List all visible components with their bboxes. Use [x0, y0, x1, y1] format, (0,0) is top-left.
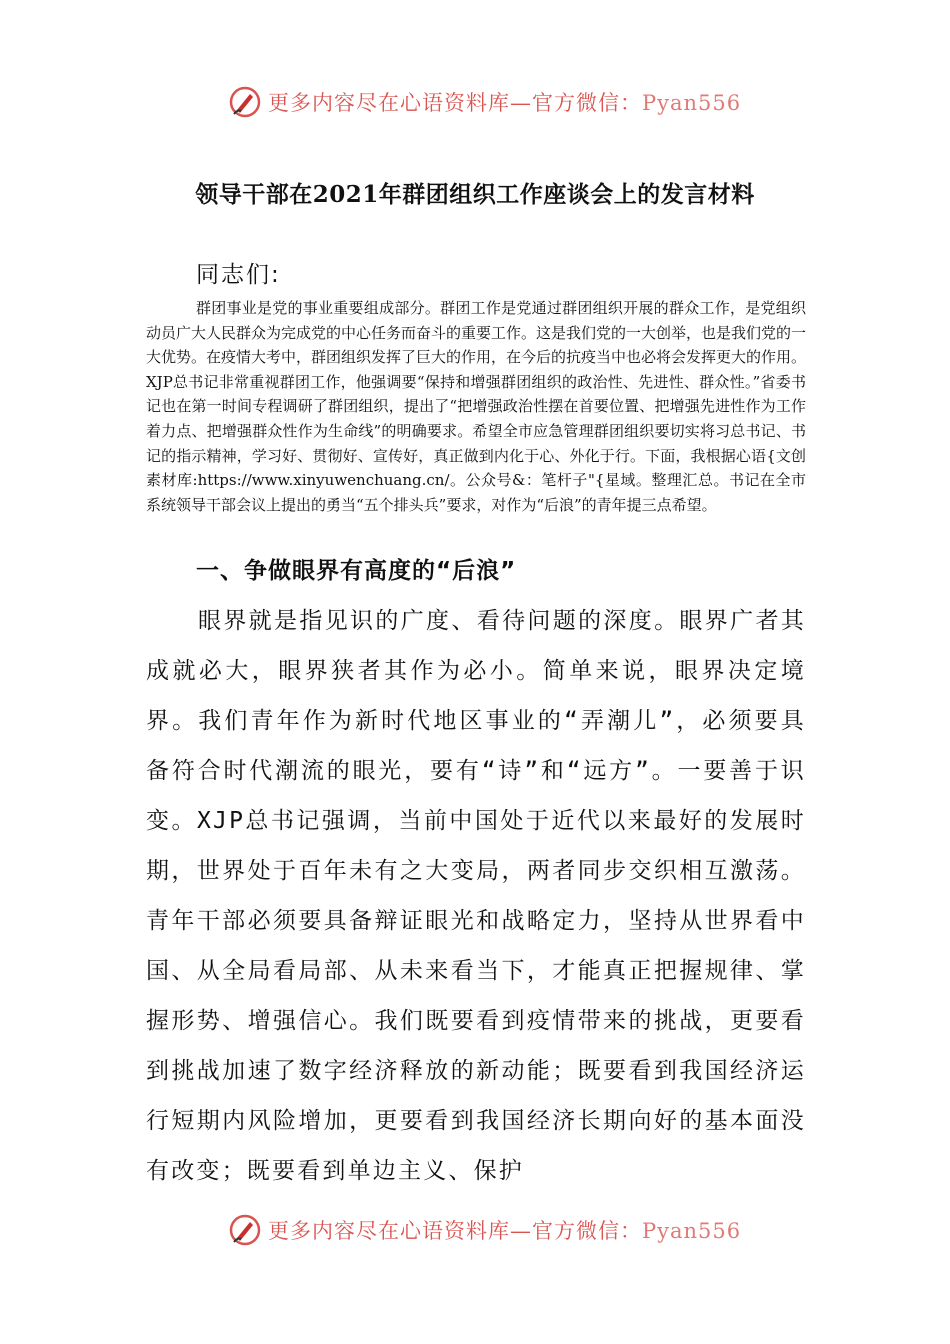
header-watermark — [228, 82, 741, 122]
pen-ink-logo-icon — [228, 85, 262, 119]
watermark-text: 更多内容尽在心语资料库—官方微信：Pyan556 — [268, 1219, 742, 1243]
watermark-wechat-id: Pyan556 — [642, 1219, 742, 1243]
intro-paragraph: 群团事业是党的事业重要组成部分。群团工作是党通过群团组织开展的群众工作，是党组织动员广大人民群众为完成党的中心任务而奋斗的重要工作。这是我们党的一大创举，也是我们党的一大优势。在疫情大考中，群团组织发挥了巨大的作用，在今后的抗疫当中也必将会发挥更大的作用。XJP总书记非常重视群团工作，他强调要“保持和增强群团组织的政治性、先进性、群众性。”省委书记也在第一时间专程调研了群团组织，提出了“把增强政治性摆在首要位置、把增强先进性作为工作着力点、把增强群众性作为生命线”的明确要求。希望全市应急管理群团组织要切实将习总书记、书记的指示精神，学习好、贯彻好、宣传好，真正做到内化于心、外化于行。下面，我根据心语{文创素材库:https://www.xinyuwenchuang.cn/。公众号&：笔杆子"{星域。整理汇总。书记在全市系统领导干部会议上提出的勇当“五个排头兵”要求，对作为“后浪”的青年提三点希望。 — [146, 299, 807, 514]
watermark-text: 更多内容尽在心语资料库—官方微信：Pyan556 — [268, 91, 742, 115]
pen-ink-logo-icon — [228, 1213, 262, 1247]
salutation: 同志们: — [196, 262, 281, 288]
body-paragraph: 眼界就是指见识的广度、看待问题的深度。眼界广者其成就必大，眼界狭者其作为必小。简单来说，眼界决定境界。我们青年作为新时代地区事业的“弄潮儿”，必须要具备符合时代潮流的眼光，要有“诗”和“远方”。一要善于识变。XJP总书记强调，当前中国处于近代以来最好的发展时期，世界处于百年未有之大变局，两者同步交织相互激荡。青年干部必须要具备辩证眼光和战略定力，坚持从世界看中国、从全局看局部、从未来看当下，才能真正把握规律、掌握形势、增强信心。我们既要看到疫情带来的挑战，更要看到挑战加速了数字经济释放的新动能；既要看到我国经济运行短期内风险增加，更要看到我国经济长期向好的基本面没有改变；既要看到单边主义、保护 — [146, 608, 806, 1184]
watermark-wechat-id: Pyan556 — [642, 91, 742, 115]
document-title: 领导干部在2021年群团组织工作座谈会上的发言材料 — [195, 181, 755, 208]
section-heading-1: 一、争做眼界有高度的“后浪” — [196, 558, 517, 584]
footer-watermark — [228, 1210, 741, 1250]
